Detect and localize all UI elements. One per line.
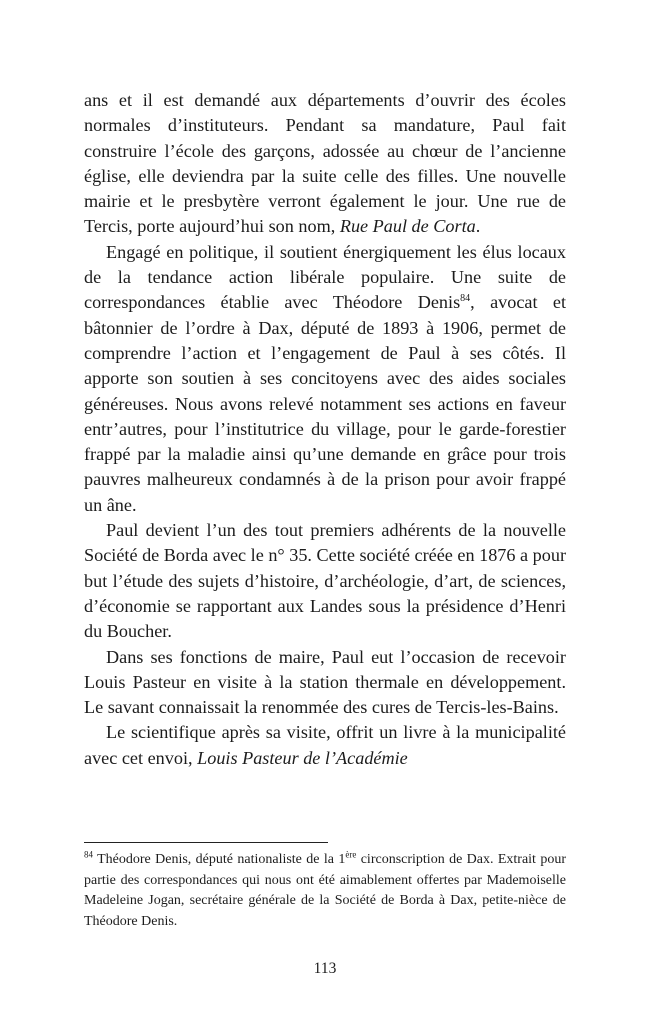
dedication-quote: Louis Pasteur de l’Académie [197, 747, 408, 768]
paragraph-3: Paul devient l’un des tout premiers adhérents de la nouvelle Société de Borda avec le n° 35. Cette société créée en 1876 a pour but l’étude des sujets d’histoire, d’archéologie, d’art, de sciences, d’économie se rapportant aux Landes sous la présidence d’Henri du Boucher. [84, 520, 566, 642]
paragraph-2-text-b: , avocat et bâtonnier de l’ordre à Dax, député de 1893 à 1906, permet de comprendre l’action et l’engagement de Paul à ses côtés. Il apporte son soutien à ses concitoyens avec des aides sociales généreuses. Nous avons relevé notamment ses actions en faveur entr’autres, pour l’institutrice du village, pour le garde-forestier frappé par la maladie ainsi qu’une demande en grâce pour trois pauvres malheureux condamnés à de la prison pour avoir frappé un âne. [84, 292, 567, 515]
page-number: 113 [313, 960, 337, 977]
footnote-text-a: Théodore Denis, député nationaliste de la 1 [93, 852, 346, 867]
ordinal-suffix: ère [345, 849, 357, 860]
paragraph-2 [84, 240, 566, 518]
footnote-text-b: circonscription de Dax. Extrait pour partie des correspondances qui nous ont été aimablement offertes par Mademoiselle Madeleine Jogan, secrétaire générale de la Société de Borda à Dax, petite-nièce de Théodore Denis. [84, 852, 566, 929]
paragraph-5 [84, 720, 566, 771]
paragraph-2-text-a: Engagé en politique, il soutient énergiquement les élus locaux de la tendance action libérale populaire. Une suite de correspondances établie avec Théodore Denis [84, 241, 566, 313]
main-text [84, 88, 566, 771]
footnote [84, 850, 566, 932]
paragraph-4: Dans ses fonctions de maire, Paul eut l’occasion de recevoir Louis Pasteur en visite à la station thermale en développement. Le savant connaissait la renommée des cures de Tercis-les-Bains. [84, 646, 566, 718]
footnote-marker: 84 [84, 849, 93, 860]
footnote-ref[interactable]: 84 [460, 293, 471, 305]
paragraph-5-text: Le scientifique après sa visite, offrit un livre à la municipalité avec cet envoi, [84, 722, 566, 768]
street-name: Rue Paul de Corta [339, 216, 476, 237]
footnote-divider [84, 842, 328, 843]
paragraph-1 [84, 88, 566, 240]
paragraph-1-text: ans et il est demandé aux départements d’ouvrir des écoles normales d’instituteurs. Pendant sa mandature, Paul fait construire l’école des garçons, adossée au chœur de l’ancienne église, elle deviendra par la suite celle des filles. Une nouvelle mairie et le presbytère verront également le jour. Une rue de Tercis, porte aujourd’hui son nom, [84, 90, 566, 237]
paragraph-1-end: . [475, 216, 481, 237]
